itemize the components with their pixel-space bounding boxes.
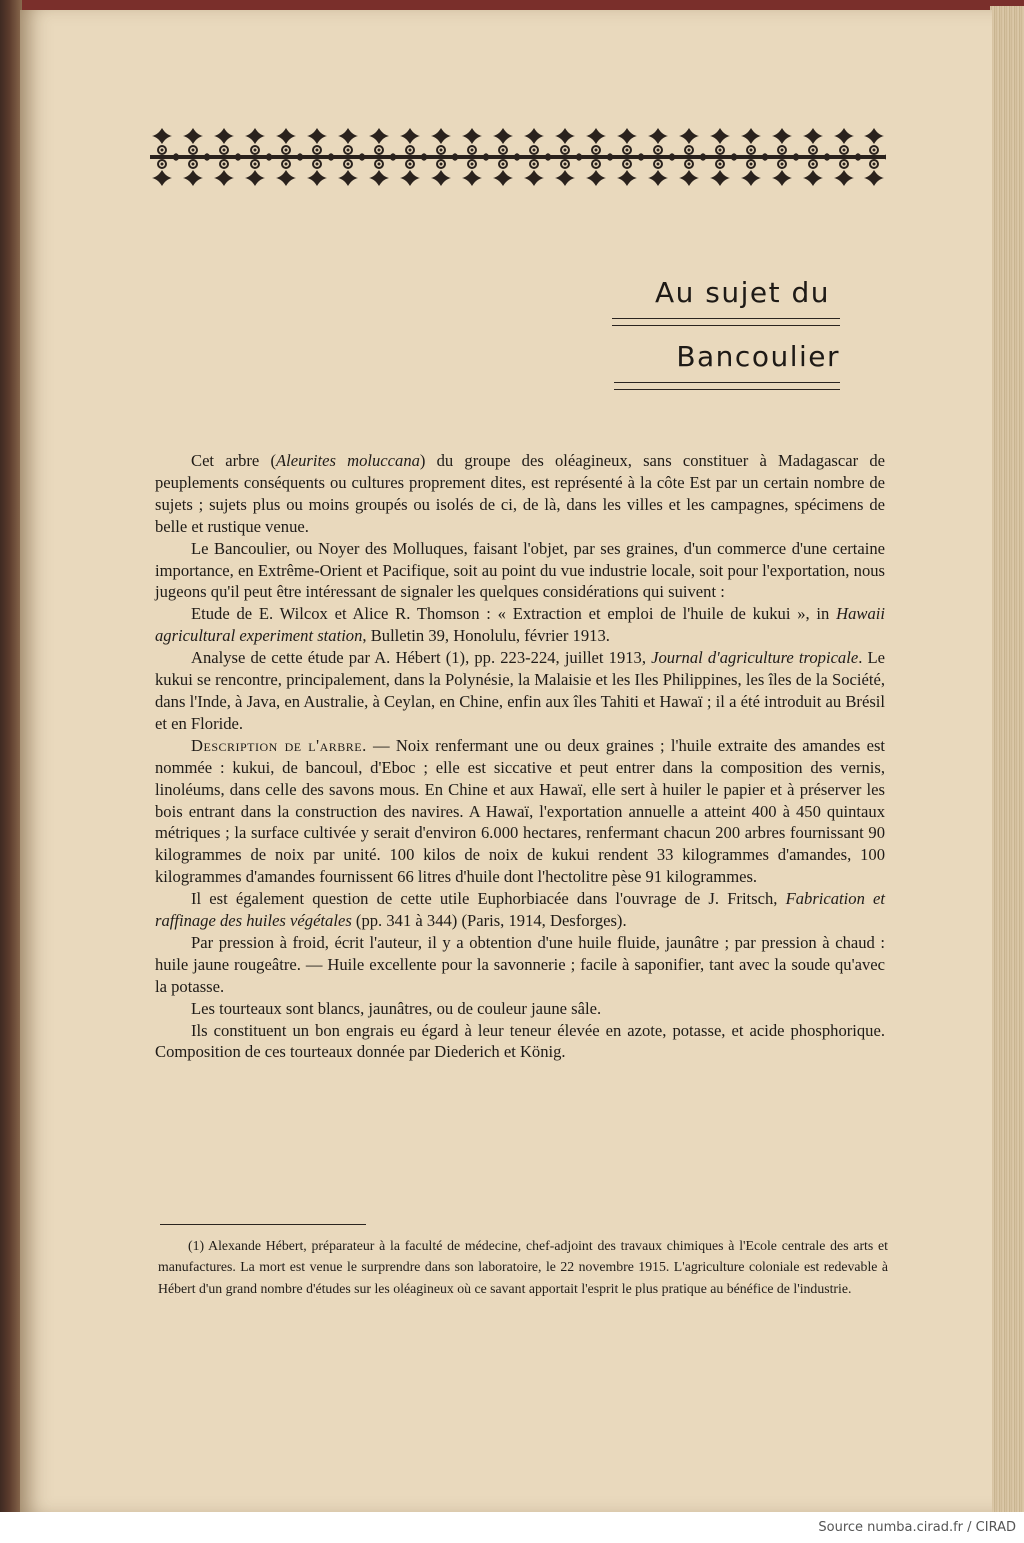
- body-paragraph: [155, 450, 885, 538]
- title-line-1: Au sujet du: [654, 276, 830, 309]
- fleur-de-lis-ornament-icon: [150, 126, 886, 188]
- body-paragraph: [155, 888, 885, 932]
- paragraph-text: . Le kukui se rencontre, principalement, dans la Polynésie, la Malaisie et les Iles Philippines, les îles de la Société, dans l'Inde, à Java, en Australie, à Ceylan, en Chine, enfin aux îles Tahiti et Hawaï ; il a été introduit au Brésil et en Floride.: [155, 648, 885, 733]
- paragraph-text: ) du groupe des oléagineux, sans constituer à Madagascar de peuplements conséquents ou cultures proprement dites, est représenté à la côte Est par un certain nombre de sujets ; sujets plus ou moins groupés ou isolés de ci, de là, dans les villes et les campagnes, spécimens de belle et rustique venue.: [155, 451, 885, 536]
- paragraph-text: — Noix renfermant une ou deux graines ; l'huile extraite des amandes est nommée : kukui, de bancoul, d'Eboc ; elle est siccative et peut entrer dans la composition des vernis, linoléums, dans celle des savons mous. En Chine et aux Hawaï, elle sert à huiler le papier et à préserver les bois entrant dans la construction des navires. A Hawaï, l'exportation annuelle a atteint 400 à 450 quintaux métriques ; la surface cultivée y serait d'environ 6.000 hectares, renfermant chacun 200 arbres fournissant 90 kilogrammes de noix par unité. 100 kilos de noix de kukui rendent 33 kilogrammes d'amandes, 100 kilogrammes d'amandes fournissent 66 litres d'huile dont l'hectolitre pèse 91 kilogrammes.: [155, 735, 886, 887]
- title-line-2: Bancoulier: [676, 340, 840, 373]
- book-spine: [0, 0, 22, 1512]
- body-paragraph: [155, 538, 885, 604]
- paragraph-text: , Bulletin 39, Honolulu, février 1913.: [362, 626, 610, 646]
- paragraph-text: Etude de E. Wilcox et Alice R. Thomson : « Extraction et emploi de l'huile de kukui », in: [191, 604, 837, 624]
- title-rule-2: [614, 382, 840, 390]
- body-paragraph: [155, 998, 885, 1020]
- body-paragraph: [155, 603, 885, 647]
- title-rule-1: [612, 318, 840, 326]
- section-heading: Description de l'arbre.: [191, 735, 367, 755]
- paragraph-text: (pp. 341 à 344) (Paris, 1914, Desforges).: [351, 911, 627, 931]
- footnote-text: (1) Alexande Hébert, préparateur à la faculté de médecine, chef-adjoint des travaux chimiques à l'Ecole centrale des arts et manufactures. La mort est venue le surprendre dans son laboratoire, le 22 novembre 1915. L'agriculture coloniale est redevable à Hébert d'un grand nombre d'études sur les oléagineux où ce savant apportait l'esprit le plus pratique au bénéfice de l'industrie.: [158, 1238, 888, 1296]
- footnote: [158, 1235, 888, 1299]
- paragraph-text: Le Bancoulier, ou Noyer des Molluques, faisant l'objet, par ses graines, d'un commerce d'une certaine importance, en Extrême-Orient et Pacifique, soit au point du vue industrie locale, soit pour l'exportation, nous jugeons qu'il peut être intéressant de signaler les quelques considérations qui suivent :: [155, 538, 885, 602]
- paragraph-text: Ils constituent un bon engrais eu égard à leur teneur élevée en azote, potasse, et acide phosphorique. Composition de ces tourteaux donnée par Diederich et König.: [155, 1020, 885, 1062]
- paragraph-text: Analyse de cette étude par A. Hébert (1), pp. 223-224, juillet 1913,: [191, 648, 652, 668]
- source-credit: Source numba.cirad.fr / CIRAD: [818, 1520, 1016, 1535]
- page-edges: [990, 6, 1024, 1512]
- paragraph-text: Il est également question de cette utile Euphorbiacée dans l'ouvrage de J. Fritsch,: [191, 889, 786, 909]
- paragraph-text: Les tourteaux sont blancs, jaunâtres, ou de couleur jaune sâle.: [191, 998, 602, 1018]
- italic-title: Journal d'agriculture tropicale: [651, 648, 859, 668]
- body-paragraph: [155, 932, 885, 998]
- italic-title: Hawaii agricultural experiment station: [155, 604, 885, 646]
- article-body: [155, 450, 885, 1063]
- body-paragraph: [155, 647, 885, 735]
- body-paragraph: [155, 1020, 885, 1064]
- footnote-separator: [160, 1224, 366, 1225]
- italic-title: Fabrication et raffinage des huiles végétales: [155, 889, 885, 931]
- italic-title: Aleurites moluccana: [276, 451, 420, 470]
- paragraph-text: Par pression à froid, écrit l'auteur, il y a obtention d'une huile fluide, jaunâtre ; par pression à chaud : huile jaune rougeâtre. — Huile excellente pour la savonnerie ; facile à saponifier, tant avec la soude qu'avec la potasse.: [155, 932, 885, 996]
- body-paragraph: [155, 735, 885, 888]
- paragraph-text: Cet arbre (: [191, 451, 277, 470]
- ornament-units: [152, 128, 886, 186]
- article-title: [608, 276, 840, 404]
